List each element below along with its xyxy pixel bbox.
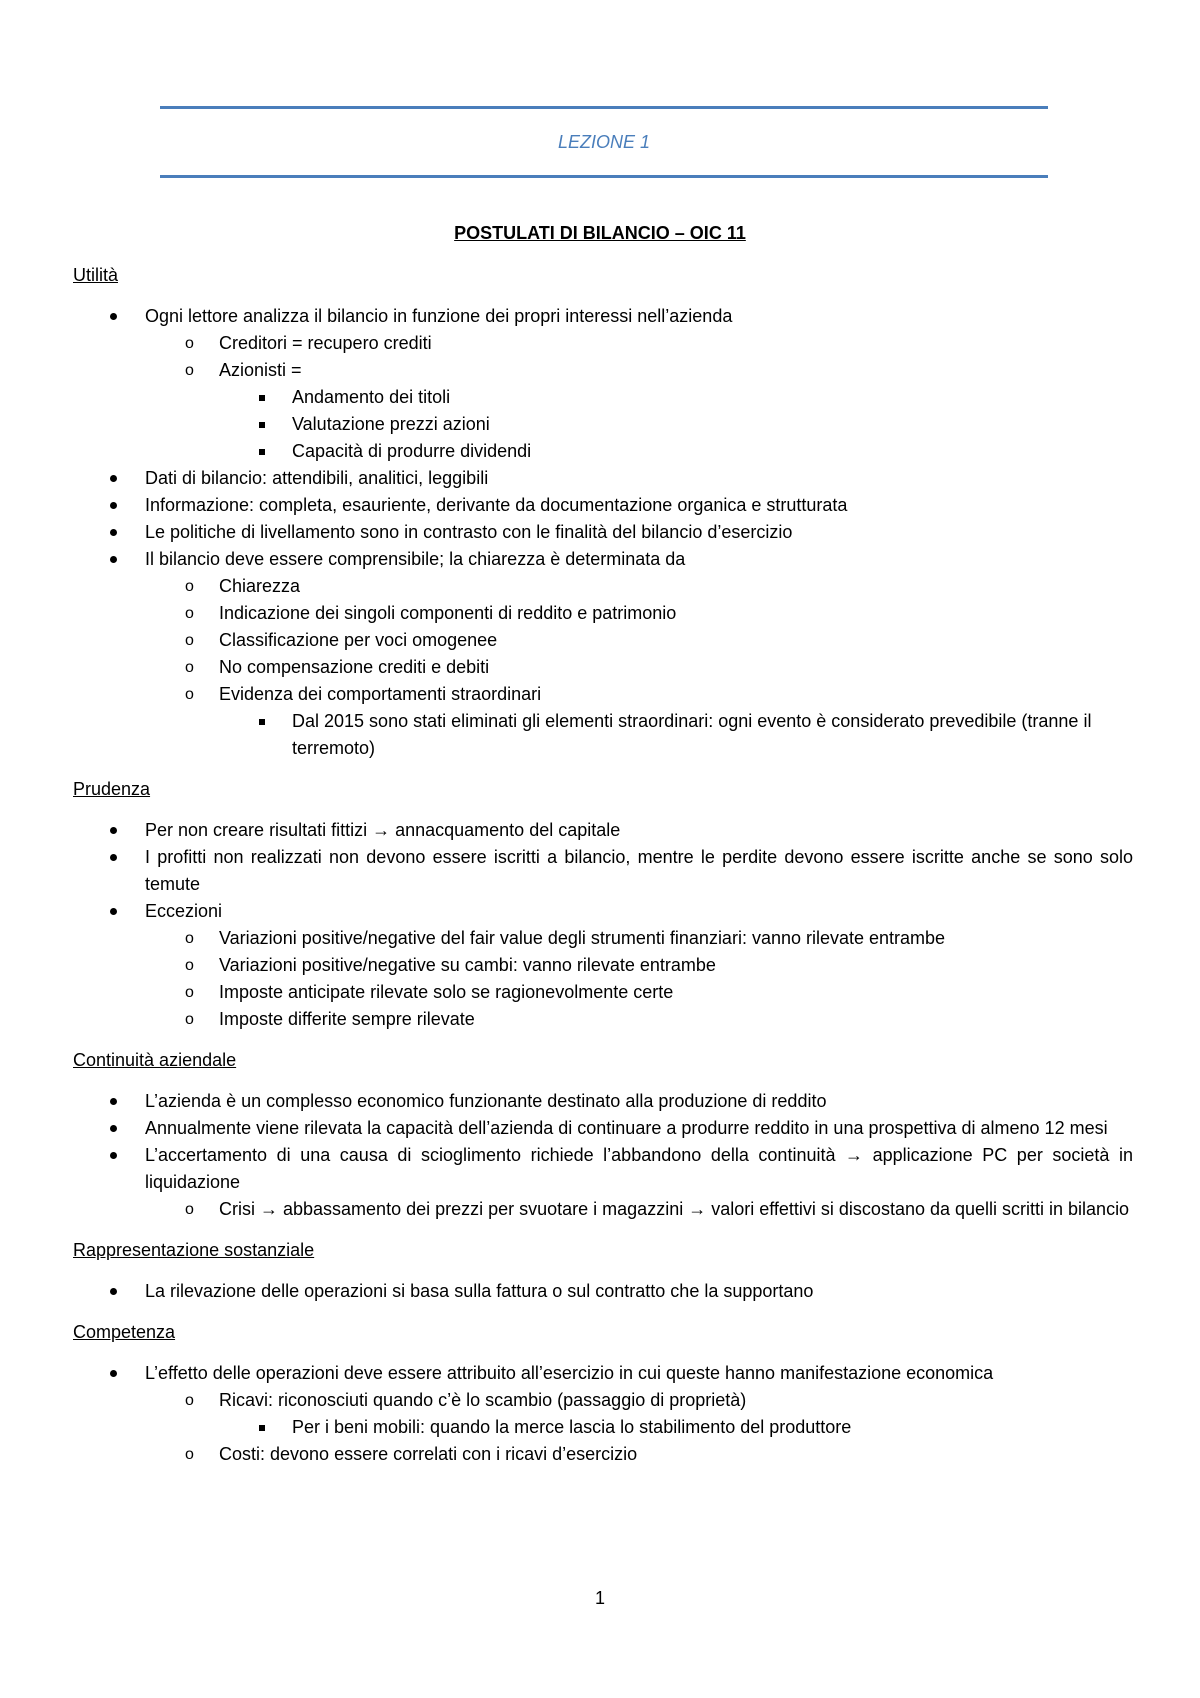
list-item-text: Chiarezza: [219, 576, 301, 596]
list-item: [73, 925, 1133, 952]
list-item: [73, 1278, 1133, 1305]
list-item-text: L’accertamento di una causa di scioglimento richiede l’abbandono della continuità → applicazione PC per società in liquidazione: [145, 1145, 1133, 1192]
section-heading: Continuità aziendale: [73, 1050, 237, 1070]
bullet-square-icon: [259, 1425, 265, 1431]
list-item-text: Ricavi: riconosciuti quando c’è lo scambio (passaggio di proprietà): [219, 1390, 747, 1410]
section: [73, 1237, 1133, 1305]
page-number: 1: [594, 1588, 605, 1608]
list-item-text: Valutazione prezzi azioni: [292, 414, 490, 434]
list-item-text: Evidenza dei comportamenti straordinari: [219, 684, 542, 704]
bullet-circle-icon: o: [185, 659, 194, 676]
bullet-list: [73, 817, 1133, 1033]
document-body: [73, 262, 1133, 1482]
list-item-text: Informazione: completa, esauriente, derivante da documentazione organica e strutturata: [145, 495, 848, 515]
list-item: [73, 1360, 1133, 1387]
list-item: [73, 546, 1133, 573]
bullet-circle-icon: o: [185, 632, 194, 649]
bullet-square-icon: [259, 395, 265, 401]
list-item: [73, 1142, 1133, 1196]
list-item-text: Ogni lettore analizza il bilancio in funzione dei propri interessi nell’azienda: [145, 306, 733, 326]
bullet-dot-icon: [110, 854, 117, 861]
list-item-text: Eccezioni: [145, 901, 223, 921]
list-item-text: L’azienda è un complesso economico funzionante destinato alla produzione di reddito: [145, 1091, 827, 1111]
list-item: [73, 654, 1133, 681]
list-item-text: Il bilancio deve essere comprensibile; la chiarezza è determinata da: [145, 549, 686, 569]
bullet-dot-icon: [110, 313, 117, 320]
list-item: [73, 817, 1133, 844]
list-item: [73, 1006, 1133, 1033]
list-item-text: Indicazione dei singoli componenti di reddito e patrimonio: [219, 603, 677, 623]
list-item: [73, 952, 1133, 979]
bullet-list: [73, 303, 1133, 762]
list-item: [73, 357, 1133, 384]
bullet-circle-icon: o: [185, 1011, 194, 1028]
bullet-circle-icon: o: [185, 578, 194, 595]
section-heading: Rappresentazione sostanziale: [73, 1240, 315, 1260]
list-item-text: Per i beni mobili: quando la merce lascia lo stabilimento del produttore: [292, 1417, 852, 1437]
bullet-circle-icon: o: [185, 1446, 194, 1463]
bullet-circle-icon: o: [185, 686, 194, 703]
list-item: [73, 979, 1133, 1006]
bullet-dot-icon: [110, 475, 117, 482]
bullet-dot-icon: [110, 1152, 117, 1159]
bullet-circle-icon: o: [185, 1201, 194, 1218]
list-item-text: Crisi → abbassamento dei prezzi per svuotare i magazzini → valori effettivi si discostano da quelli scritti in bilancio: [219, 1199, 1130, 1219]
list-item-text: La rilevazione delle operazioni si basa sulla fattura o sul contratto che la supportano: [145, 1281, 814, 1301]
bullet-circle-icon: o: [185, 930, 194, 947]
list-item: [73, 465, 1133, 492]
bullet-square-icon: [259, 422, 265, 428]
list-item-text: Dati di bilancio: attendibili, analitici, leggibili: [145, 468, 489, 488]
list-item: [73, 844, 1133, 898]
list-item-text: Per non creare risultati fittizi → annacquamento del capitale: [145, 820, 621, 840]
list-item: [73, 492, 1133, 519]
list-item: [73, 600, 1133, 627]
bullet-list: [73, 1088, 1133, 1223]
list-item-text: Annualmente viene rilevata la capacità dell’azienda di continuare a produrre reddito in una prospettiva di almeno 12 mesi: [145, 1118, 1108, 1138]
bullet-circle-icon: o: [185, 605, 194, 622]
bullet-dot-icon: [110, 908, 117, 915]
bullet-list: [73, 1360, 1133, 1468]
list-item-text: No compensazione crediti e debiti: [219, 657, 490, 677]
lesson-label: LEZIONE 1: [557, 132, 651, 152]
list-item-text: L’effetto delle operazioni deve essere attribuito all’esercizio in cui queste hanno manifestazione economica: [145, 1363, 994, 1383]
list-item-text: Imposte differite sempre rilevate: [219, 1009, 475, 1029]
list-item: [73, 708, 1133, 762]
list-item-text: Le politiche di livellamento sono in contrasto con le finalità del bilancio d’esercizio: [145, 522, 793, 542]
list-item-text: I profitti non realizzati non devono essere iscritti a bilancio, mentre le perdite devono essere iscritte anche se sono solo temute: [145, 847, 1133, 894]
list-item: [73, 411, 1133, 438]
list-item-text: Imposte anticipate rilevate solo se ragionevolmente certe: [219, 982, 674, 1002]
list-item-text: Variazioni positive/negative del fair value degli strumenti finanziari: vanno rilevate entrambe: [219, 928, 946, 948]
bullet-dot-icon: [110, 1098, 117, 1105]
list-item-text: Variazioni positive/negative su cambi: vanno rilevate entrambe: [219, 955, 716, 975]
section: [73, 1319, 1133, 1468]
bullet-dot-icon: [110, 1370, 117, 1377]
list-item: [73, 384, 1133, 411]
bullet-square-icon: [259, 719, 265, 725]
section-heading: Competenza: [73, 1322, 176, 1342]
document-title: POSTULATI DI BILANCIO – OIC 11: [454, 223, 746, 243]
list-item: [73, 303, 1133, 330]
list-item: [73, 681, 1133, 708]
list-item: [73, 1115, 1133, 1142]
bullet-dot-icon: [110, 1288, 117, 1295]
section: [73, 1047, 1133, 1223]
list-item: [73, 573, 1133, 600]
section-heading: Utilità: [73, 265, 119, 285]
bullet-dot-icon: [110, 502, 117, 509]
section: [73, 262, 1133, 762]
list-item: [73, 1441, 1133, 1468]
list-item: [73, 438, 1133, 465]
list-item-text: Azionisti =: [219, 360, 302, 380]
bullet-list: [73, 1278, 1133, 1305]
bullet-dot-icon: [110, 1125, 117, 1132]
bullet-square-icon: [259, 449, 265, 455]
section: [73, 776, 1133, 1033]
list-item: [73, 1088, 1133, 1115]
bullet-dot-icon: [110, 556, 117, 563]
list-item-text: Creditori = recupero crediti: [219, 333, 432, 353]
list-item: [73, 330, 1133, 357]
list-item: [73, 1196, 1133, 1223]
bullet-circle-icon: o: [185, 984, 194, 1001]
list-item: [73, 627, 1133, 654]
list-item-text: Costi: devono essere correlati con i ricavi d’esercizio: [219, 1444, 638, 1464]
list-item-text: Dal 2015 sono stati eliminati gli elementi straordinari: ogni evento è considerato prevedibile (tranne il terremoto): [292, 711, 1092, 758]
list-item: [73, 898, 1133, 925]
list-item: [73, 1387, 1133, 1414]
list-item-text: Andamento dei titoli: [292, 387, 451, 407]
bottom-rule: [160, 175, 1048, 178]
section-heading: Prudenza: [73, 779, 151, 799]
lesson-header: [160, 106, 1048, 178]
bullet-dot-icon: [110, 827, 117, 834]
bullet-circle-icon: o: [185, 1392, 194, 1409]
bullet-circle-icon: o: [185, 362, 194, 379]
list-item: [73, 1414, 1133, 1441]
bullet-circle-icon: o: [185, 335, 194, 352]
bullet-circle-icon: o: [185, 957, 194, 974]
list-item: [73, 519, 1133, 546]
list-item-text: Capacità di produrre dividendi: [292, 441, 532, 461]
bullet-dot-icon: [110, 529, 117, 536]
list-item-text: Classificazione per voci omogenee: [219, 630, 498, 650]
